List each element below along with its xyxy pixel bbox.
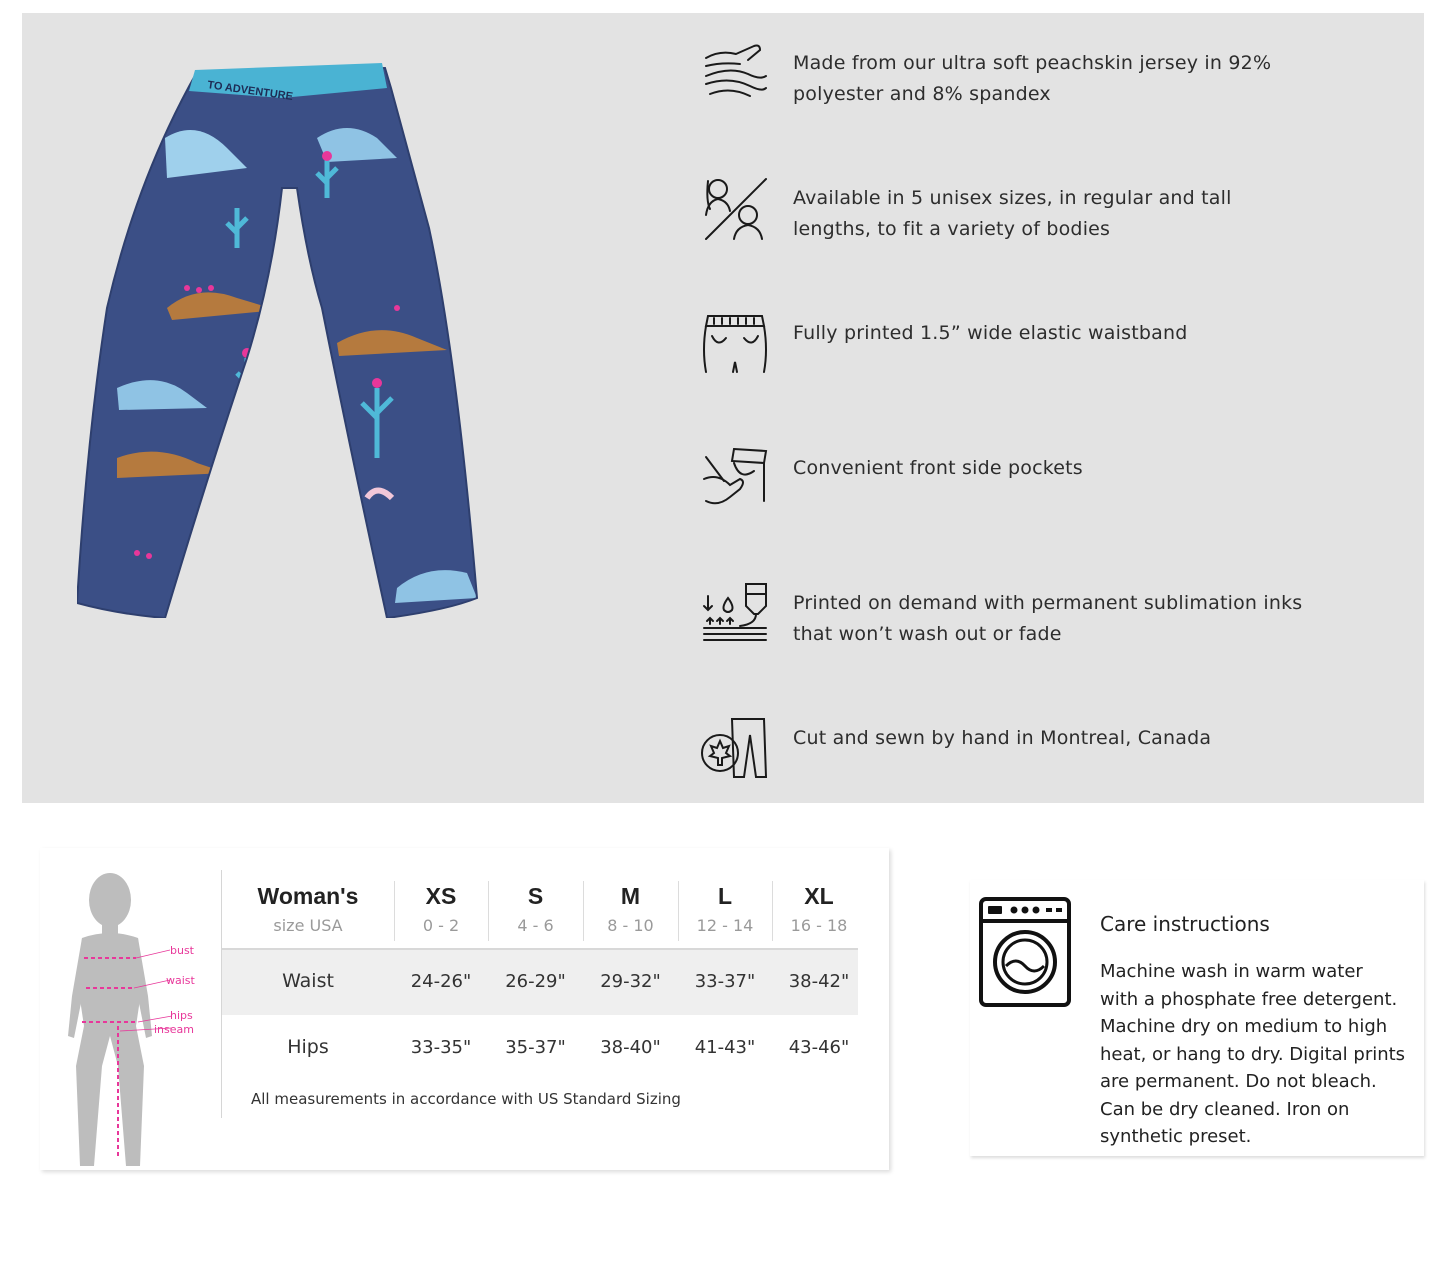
- size-l: L: [717, 883, 733, 909]
- waist-l: 33-37": [694, 971, 756, 992]
- hips-s: 35-37": [505, 1037, 566, 1058]
- waist-s: 26-29": [505, 971, 566, 992]
- care-line: Machine wash in warm water: [1100, 961, 1363, 982]
- size-xl: XL: [804, 883, 834, 909]
- washing-machine-icon: [978, 896, 1072, 1008]
- size-table-title: Woman's: [257, 883, 359, 909]
- feature-text-sizes: Available in 5 unisex sizes, in regular and tall lengths, to fit a variety of bodies: [793, 187, 1232, 240]
- pants-product-image: [77, 58, 487, 618]
- row-label-waist: Waist: [282, 970, 334, 992]
- feature-sizes: [700, 183, 1420, 263]
- size-xs: XS: [425, 883, 457, 909]
- waist-label: waist: [166, 974, 195, 987]
- size-m-range: 8 - 10: [607, 916, 654, 935]
- feature-fabric: [700, 48, 1420, 128]
- sizing-note: All measurements in accordance with US Standard Sizing: [251, 1090, 681, 1108]
- sublimation-print-icon: [700, 576, 770, 646]
- feature-panel: [22, 13, 1424, 803]
- header-divider: [222, 948, 858, 950]
- feature-printing: [700, 588, 1420, 668]
- feature-made-in-canada: [700, 723, 1420, 803]
- waistband-icon: [700, 306, 770, 376]
- hips-label: hips: [170, 1009, 193, 1022]
- size-xs-range: 0 - 2: [422, 916, 460, 935]
- feature-text-printing: Printed on demand with permanent sublimation inks that won’t wash out or fade: [793, 592, 1303, 645]
- size-s-range: 4 - 6: [517, 916, 554, 935]
- feature-text-made-in-canada: Cut and sewn by hand in Montreal, Canada: [793, 727, 1212, 749]
- care-line: Can be dry cleaned. Iron on: [1100, 1098, 1350, 1120]
- care-line: heat, or hang to dry. Digital prints: [1100, 1043, 1406, 1065]
- feature-text-fabric: Made from our ultra soft peachskin jersey in 92% polyester and 8% spandex: [793, 52, 1272, 105]
- care-instructions-card: [970, 880, 1424, 1156]
- care-line: with a phosphate free detergent.: [1100, 988, 1398, 1010]
- size-m: M: [620, 883, 641, 909]
- maple-leaf-pants-icon: [700, 711, 770, 781]
- pocket-hand-icon: [700, 441, 770, 511]
- size-table-subtitle: size USA: [273, 916, 343, 935]
- size-xl-range: 16 - 18: [790, 916, 848, 935]
- row-label-hips: Hips: [287, 1036, 329, 1058]
- hips-xl: 43-46": [788, 1037, 850, 1058]
- care-line: synthetic preset.: [1100, 1126, 1252, 1147]
- care-title: Care instructions: [1100, 912, 1270, 936]
- feature-waistband: [700, 318, 1420, 398]
- inseam-label: inseam: [154, 1023, 194, 1036]
- feature-pockets: [700, 453, 1420, 533]
- bust-label: bust: [170, 944, 194, 957]
- waist-xl: 38-42": [788, 971, 850, 992]
- care-line: are permanent. Do not bleach.: [1100, 1071, 1377, 1092]
- waistband-print-text: TO ADVENTURE: [206, 79, 294, 103]
- size-chart-card: [40, 848, 889, 1170]
- hips-xs: 33-35": [410, 1037, 472, 1058]
- body-measurement-silhouette: [60, 866, 220, 1172]
- hips-m: 38-40": [600, 1037, 661, 1058]
- feature-text-pockets: Convenient front side pockets: [793, 457, 1083, 479]
- care-line: Machine dry on medium to high: [1100, 1016, 1388, 1037]
- care-text: [1100, 958, 1418, 1151]
- hand-fabric-icon: [700, 36, 770, 106]
- waist-xs: 24-26": [410, 971, 472, 992]
- size-s: S: [527, 883, 544, 909]
- unisex-people-icon: [700, 171, 770, 241]
- hips-l: 41-43": [694, 1037, 756, 1058]
- waist-m: 29-32": [600, 971, 661, 992]
- feature-text-waistband: Fully printed 1.5” wide elastic waistband: [793, 322, 1188, 344]
- size-l-range: 12 - 14: [696, 916, 754, 935]
